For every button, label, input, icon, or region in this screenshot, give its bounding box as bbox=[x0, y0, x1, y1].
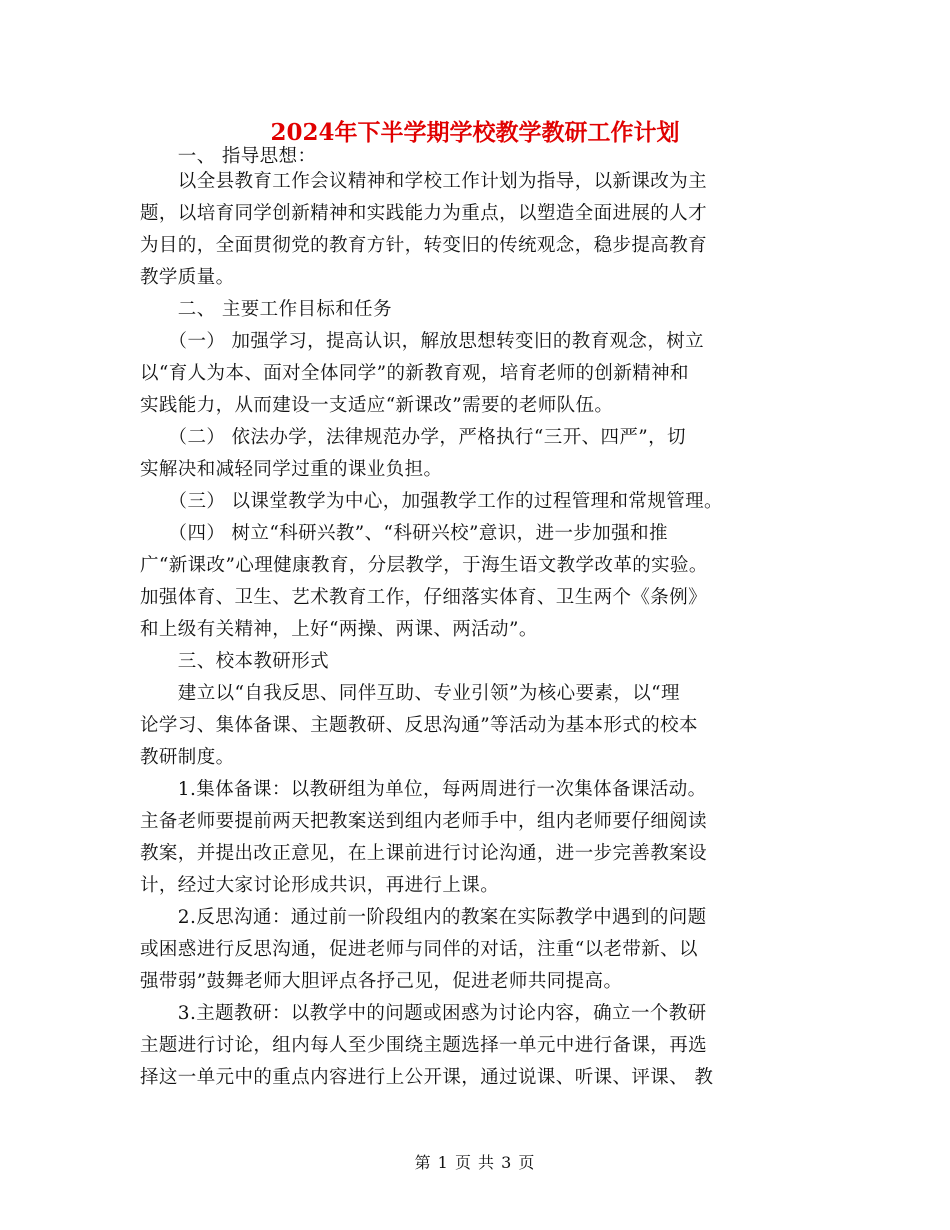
body-line: 主备老师要提前两天把教案送到组内老师手中，组内老师要仔细阅读 bbox=[140, 811, 708, 832]
body-line: 论学习、集体备课、主题教研、反思沟通”等活动为基本形式的校本 bbox=[140, 715, 698, 736]
body-line: 教学质量。 bbox=[140, 267, 235, 288]
body-line: （二） 依法办学，法律规范办学，严格执行“三开、四严”，切 bbox=[140, 427, 686, 448]
body-line: 广“新课改”心理健康教育，分层教学，于海生语文教学改革的实验。 bbox=[140, 555, 708, 576]
body-line: 强带弱”鼓舞老师大胆评点各抒己见，促进老师共同提高。 bbox=[140, 971, 623, 992]
body-line: 和上级有关精神，上好“两操、两课、两活动”。 bbox=[140, 619, 538, 640]
body-line: 实践能力，从而建设一支适应“新课改”需要的老师队伍。 bbox=[140, 395, 614, 416]
body-line: 计，经过大家讨论形成共识，再进行上课。 bbox=[140, 875, 500, 896]
body-line: 3.主题教研：以教学中的问题或困惑为讨论内容，确立一个教研 bbox=[140, 1003, 707, 1024]
page-footer: 第 1 页 共 3 页 bbox=[414, 1153, 536, 1172]
body-line: 1.集体备课：以教研组为单位，每两周进行一次集体备课活动。 bbox=[140, 779, 707, 800]
body-line: （一） 加强学习，提高认识，解放思想转变旧的教育观念，树立 bbox=[140, 331, 705, 352]
body-line: 一、 指导思想： bbox=[140, 146, 317, 167]
body-line: 实解决和减轻同学过重的课业负担。 bbox=[140, 459, 443, 480]
body-line: 题，以培育同学创新精神和实践能力为重点，以塑造全面进展的人才 bbox=[140, 203, 708, 224]
body-line: （四） 树立“科研兴教”、“科研兴校”意识，进一步加强和推 bbox=[140, 523, 668, 544]
body-line: 三、校本教研形式 bbox=[140, 651, 330, 672]
body-line: （三） 以课堂教学为中心，加强教学工作的过程管理和常规管理。 bbox=[140, 491, 723, 512]
body-line: 二、 主要工作目标和任务 bbox=[140, 299, 392, 320]
body-line: 建立以“自我反思、同伴互助、专业引领”为核心要素，以“理 bbox=[140, 683, 680, 704]
body-line: 为目的，全面贯彻党的教育方针，转变旧的传统观念，稳步提高教育 bbox=[140, 235, 708, 256]
body-line: 或困惑进行反思沟通，促进老师与同伴的对话，注重“以老带新、以 bbox=[140, 939, 698, 960]
body-line: 主题进行讨论，组内每人至少围绕主题选择一单元中进行备课，再选 bbox=[140, 1035, 708, 1056]
body-line: 择这一单元中的重点内容进行上公开课，通过说课、听课、评课、 教 bbox=[140, 1067, 714, 1088]
body-line: 以“育人为本、面对全体同学”的新教育观，培育老师的创新精神和 bbox=[140, 363, 689, 384]
body-line: 加强体育、卫生、艺术教育工作，仔细落实体育、卫生两个《条例》 bbox=[140, 587, 708, 608]
body-line: 教研制度。 bbox=[140, 747, 235, 768]
body-line: 2.反思沟通：通过前一阶段组内的教案在实际教学中遇到的问题 bbox=[140, 907, 707, 928]
body-line: 以全县教育工作会议精神和学校工作计划为指导，以新课改为主 bbox=[140, 171, 708, 192]
document-title: 2024年下半学期学校教学教研工作计划 bbox=[270, 119, 680, 146]
body-line: 教案，并提出改正意见，在上课前进行讨论沟通，进一步完善教案设 bbox=[140, 843, 708, 864]
